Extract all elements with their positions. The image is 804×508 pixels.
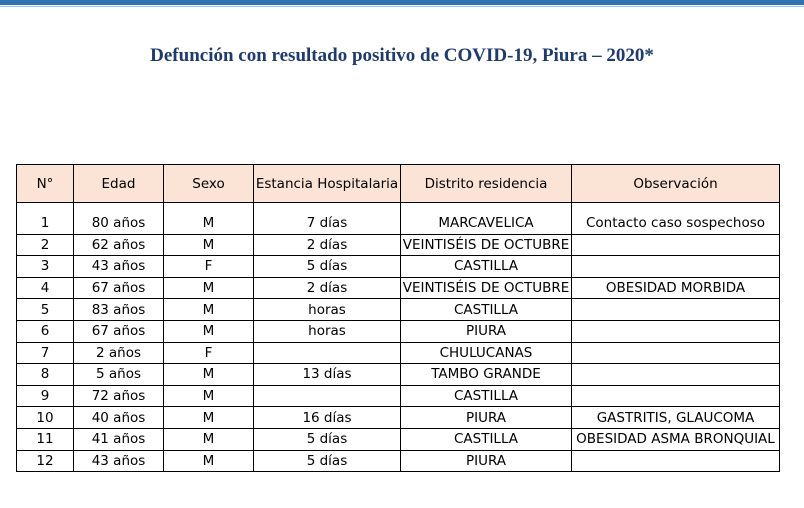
cell-observation: Contacto caso sospechoso	[572, 213, 780, 234]
cell-observation: OBESIDAD ASMA BRONQUIAL	[572, 428, 780, 450]
cell-district: CHULUCANAS	[401, 342, 572, 364]
table-body	[17, 213, 780, 472]
cell-hospital-stay: horas	[254, 320, 401, 342]
cell-age: 43 años	[74, 256, 164, 278]
cell-age: 5 años	[74, 364, 164, 386]
cell-number: 7	[17, 342, 74, 364]
cell-sex: F	[164, 256, 254, 278]
cell-observation	[572, 450, 780, 472]
table-row	[17, 234, 780, 256]
cell-number: 2	[17, 234, 74, 256]
cell-age: 62 años	[74, 234, 164, 256]
cell-sex: M	[164, 277, 254, 299]
cell-sex: M	[164, 450, 254, 472]
cell-age: 67 años	[74, 320, 164, 342]
cell-age: 43 años	[74, 450, 164, 472]
cell-hospital-stay: 5 días	[254, 256, 401, 278]
cell-number: 9	[17, 385, 74, 407]
cell-district: CASTILLA	[401, 385, 572, 407]
cell-district: PIURA	[401, 450, 572, 472]
cell-age: 41 años	[74, 428, 164, 450]
header-sex: Sexo	[164, 165, 254, 203]
cell-sex: M	[164, 299, 254, 321]
cell-hospital-stay: horas	[254, 299, 401, 321]
cell-hospital-stay: 5 días	[254, 450, 401, 472]
table-row	[17, 428, 780, 450]
header-hospital-stay: Estancia Hospitalaria	[254, 165, 401, 203]
table-row	[17, 299, 780, 321]
cell-district: CASTILLA	[401, 299, 572, 321]
table-row	[17, 277, 780, 299]
header-district: Distrito residencia	[401, 165, 572, 203]
table-row	[17, 450, 780, 472]
cell-district: TAMBO GRANDE	[401, 364, 572, 386]
cell-hospital-stay	[254, 342, 401, 364]
cell-number: 11	[17, 428, 74, 450]
cell-observation	[572, 299, 780, 321]
cell-district: CASTILLA	[401, 428, 572, 450]
cell-observation: OBESIDAD MORBIDA	[572, 277, 780, 299]
header-age: Edad	[74, 165, 164, 203]
table-row	[17, 256, 780, 278]
table-row	[17, 407, 780, 429]
cell-age: 72 años	[74, 385, 164, 407]
header-number: N°	[17, 165, 74, 203]
top-border-thin-line	[0, 6, 804, 7]
cell-observation	[572, 385, 780, 407]
cell-hospital-stay	[254, 385, 401, 407]
cell-hospital-stay: 2 días	[254, 277, 401, 299]
top-border-line	[0, 0, 804, 5]
table-row	[17, 320, 780, 342]
cell-sex: M	[164, 385, 254, 407]
cell-number: 10	[17, 407, 74, 429]
cell-number: 6	[17, 320, 74, 342]
cell-district: CASTILLA	[401, 256, 572, 278]
cell-sex: F	[164, 342, 254, 364]
table-header-row	[17, 165, 780, 203]
spacer-row	[17, 203, 780, 214]
table-row	[17, 342, 780, 364]
cell-number: 5	[17, 299, 74, 321]
cell-number: 1	[17, 213, 74, 234]
table-row	[17, 213, 780, 234]
cell-sex: M	[164, 234, 254, 256]
cell-sex: M	[164, 320, 254, 342]
cell-age: 40 años	[74, 407, 164, 429]
deaths-table	[16, 164, 780, 472]
cell-observation	[572, 364, 780, 386]
cell-age: 80 años	[74, 213, 164, 234]
cell-district: VEINTISÉIS DE OCTUBRE	[401, 234, 572, 256]
cell-age: 2 años	[74, 342, 164, 364]
cell-number: 3	[17, 256, 74, 278]
table-row	[17, 385, 780, 407]
cell-hospital-stay: 2 días	[254, 234, 401, 256]
cell-age: 67 años	[74, 277, 164, 299]
cell-sex: M	[164, 428, 254, 450]
cell-hospital-stay: 5 días	[254, 428, 401, 450]
cell-sex: M	[164, 213, 254, 234]
cell-observation: GASTRITIS, GLAUCOMA	[572, 407, 780, 429]
cell-hospital-stay: 7 días	[254, 213, 401, 234]
cell-district: MARCAVELICA	[401, 213, 572, 234]
cell-hospital-stay: 13 días	[254, 364, 401, 386]
cell-number: 4	[17, 277, 74, 299]
cell-number: 8	[17, 364, 74, 386]
cell-sex: M	[164, 364, 254, 386]
cell-district: PIURA	[401, 407, 572, 429]
cell-sex: M	[164, 407, 254, 429]
header-observation: Observación	[572, 165, 780, 203]
cell-observation	[572, 320, 780, 342]
cell-observation	[572, 234, 780, 256]
cell-district: PIURA	[401, 320, 572, 342]
cell-observation	[572, 256, 780, 278]
document-title: Defunción con resultado positivo de COVID-19, Piura – 2020*	[150, 45, 654, 66]
cell-number: 12	[17, 450, 74, 472]
table-row	[17, 364, 780, 386]
cell-observation	[572, 342, 780, 364]
cell-hospital-stay: 16 días	[254, 407, 401, 429]
cell-district: VEINTISÉIS DE OCTUBRE	[401, 277, 572, 299]
cell-age: 83 años	[74, 299, 164, 321]
